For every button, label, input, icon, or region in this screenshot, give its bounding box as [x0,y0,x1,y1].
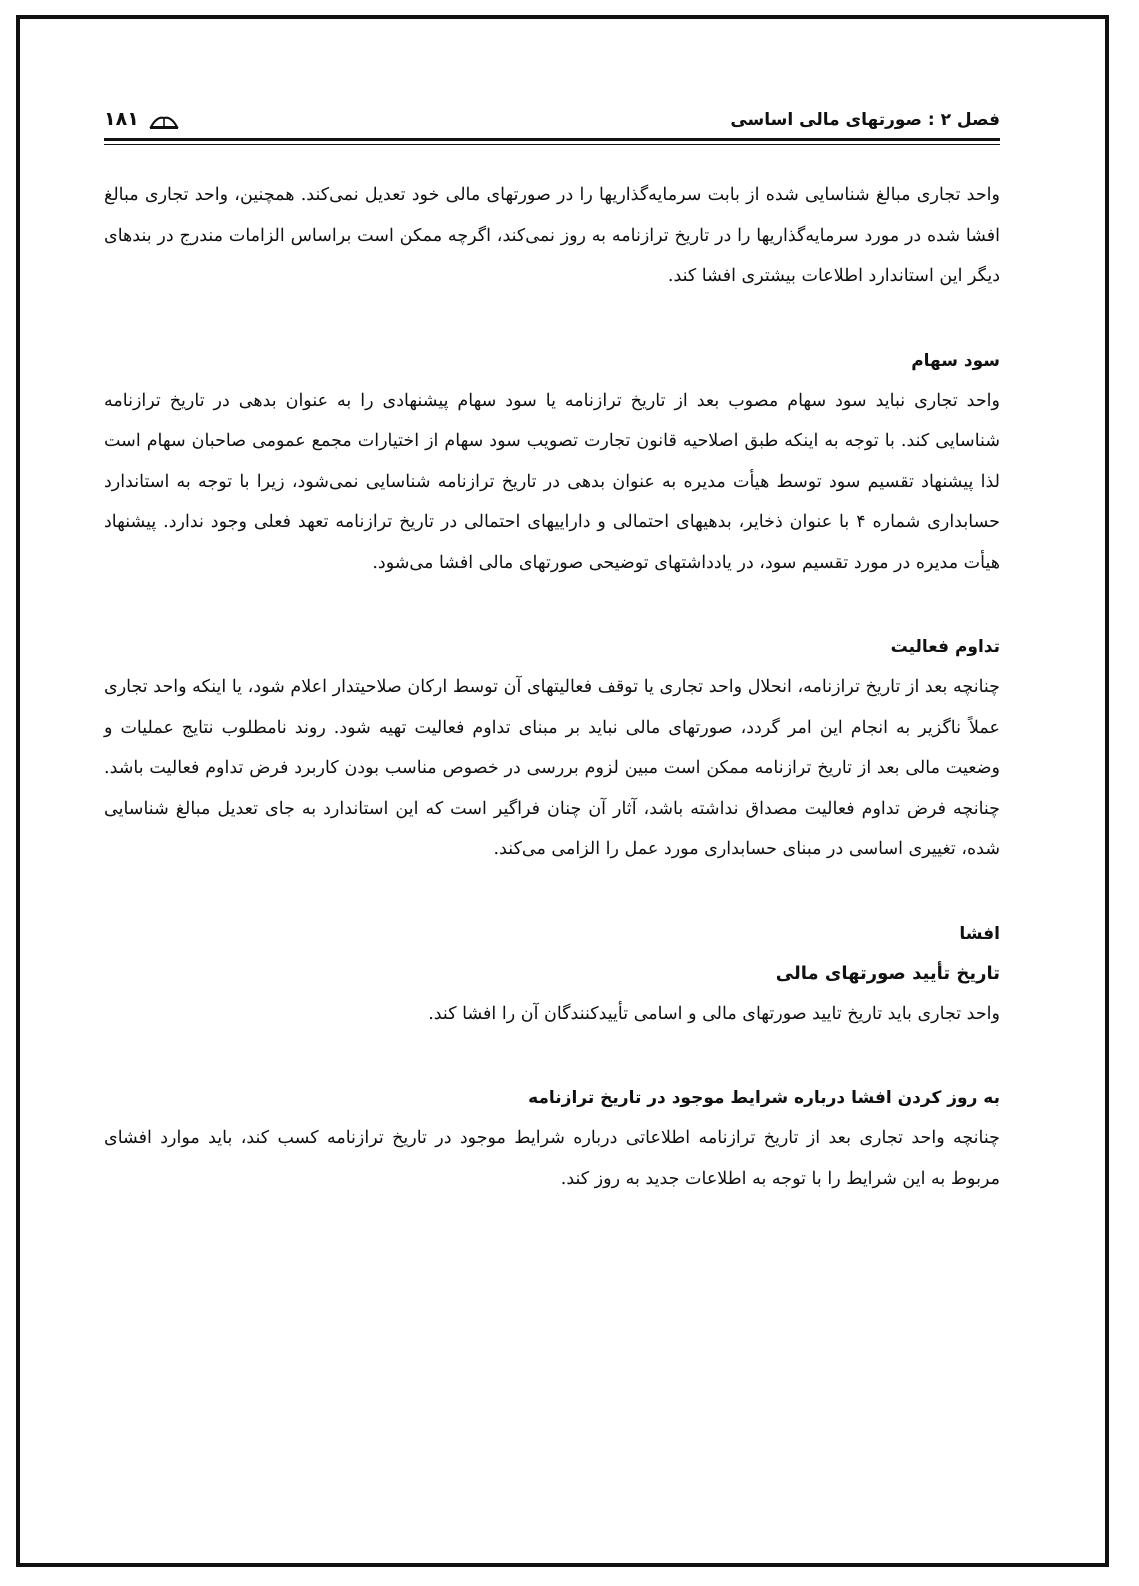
disclosure-heading: افشا [959,923,1000,944]
going-concern-paragraph: چنانچه بعد از تاریخ ترازنامه، انحلال واحد تجاری یا توقف فعالیتهای آن توسط ارکان صلاحیتدار اعلام شود، یا اینکه واحد تجاری عملاً ناگزیر به انجام این امر گردد، صورتهای مالی نباید بر مبنای تداوم فعالیت تهیه شود. روند نامطلوب نتایج عملیات و وضعیت مالی بعد از تاریخ ترازنامه ممکن است مبین لزوم بررسی در خصوص مناسب بودن کاربرد فرض تداوم فعالیت باشد. چنانچه فرض تداوم فعالیت مصداق نداشته باشد، آثار آن چنان فراگیر است که این استاندارد به جای تعدیل مبالغ شناسایی شده، تغییری اساسی در مبنای حسابداری مورد عمل را الزامی می‌کند. [104,677,1000,859]
intro-paragraph: واحد تجاری مبالغ شناسایی شده از بابت سرمایه‌گذاریها را در صورتهای مالی خود تعدیل نمی‌کند. همچنین، واحد تجاری مبالغ افشا شده در مورد سرمایه‌گذاریها را در تاریخ ترازنامه به روز نمی‌کند، اگرچه ممکن است براساس الزامات مندرج در بندهای دیگر این استاندارد اطلاعات بیشتری افشا کند. [104,185,1000,286]
going-concern-heading: تداوم فعالیت [890,637,1000,657]
updating-disclosure-heading: به روز کردن افشا درباره شرایط موجود در تاریخ ترازنامه [528,1088,1000,1108]
approval-date-paragraph: واحد تجاری باید تاریخ تایید صورتهای مالی و اسامی تأییدکنندگان آن را افشا کند. [428,1003,1000,1024]
page-content [104,92,1000,1199]
open-book-icon [149,112,179,130]
running-header [104,92,1000,130]
header-rule-thick [104,138,1000,141]
approval-date-subheading: تاریخ تأیید صورتهای مالی [775,962,1000,984]
updating-disclosure-paragraph: چنانچه واحد تجاری بعد از تاریخ ترازنامه اطلاعاتی درباره شرایط موجود در تاریخ ترازنامه کسب کند، باید موارد افشای مربوط به این شرایط را با توجه به اطلاعات جدید به روز کند. [104,1128,1000,1189]
dividends-paragraph: واحد تجاری نباید سود سهام مصوب بعد از تاریخ ترازنامه یا سود سهام پیشنهادی را به عنوان بدهی در تاریخ ترازنامه شناسایی کند. با توجه به اینکه طبق اصلاحیه قانون تجارت تصویب سود سهام از اختیارات مجمع عمومی صاحبان سهام است لذا پیشنهاد تقسیم سود توسط هیأت مدیره به عنوان بدهی در تاریخ ترازنامه شناسایی نمی‌شود، زیرا با توجه به استاندارد حسابداری شماره ۴ با عنوان ذخایر، بدهیهای احتمالی و داراییهای احتمالی در تاریخ ترازنامه تعهد فعلی وجود ندارد. پیشنهاد هیأت مدیره در مورد تقسیم سود، در یادداشتهای توضیحی صورتهای مالی افشا می‌شود. [104,390,1000,573]
page-number: ۱۸۱ [104,108,139,130]
dividends-heading: سود سهام [911,350,1000,371]
chapter-title: فصل ۲ : صورتهای مالی اساسی [730,110,1000,130]
